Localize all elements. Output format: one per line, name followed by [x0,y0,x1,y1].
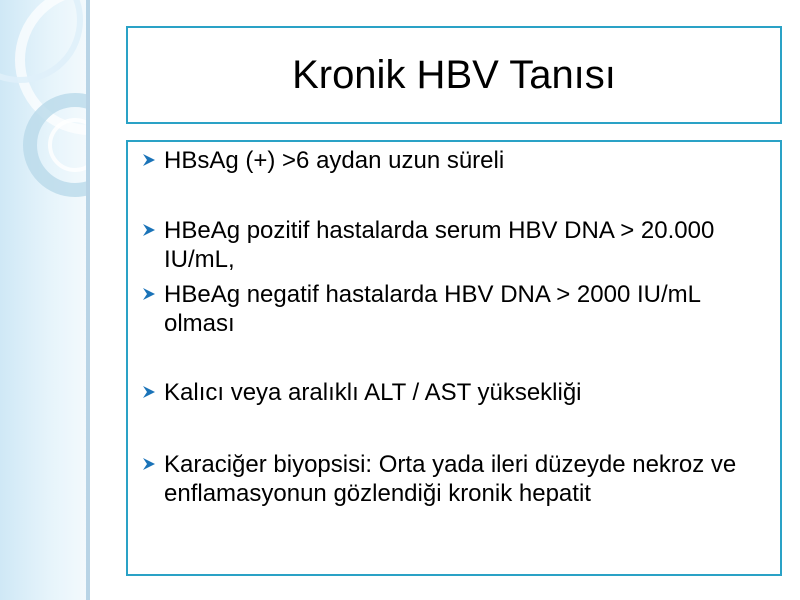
bullet-item [142,450,762,508]
bullet-item [142,216,762,274]
bullet-item [142,280,762,338]
page-title: Kronik HBV Tanısı [292,52,616,97]
arrow-bullet-icon [142,378,164,404]
side-decoration-band [0,0,90,600]
arrow-bullet-icon [142,216,164,242]
bullet-item [142,378,762,407]
bullet-text: Kalıcı veya aralıklı ALT / AST yüksekliği [164,379,582,406]
concentric-circles-decoration [0,0,90,600]
arrow-bullet-icon [142,280,164,306]
bullet-text: HBeAg negatif hastalarda HBV DNA > 2000 IU/mL olması [164,281,701,337]
bullet-text: Karaciğer biyopsisi: Orta yada ileri düzeyde nekroz ve enflamasyonun gözlendiği kronik hepatit [164,451,737,507]
bullet-text: HBeAg pozitif hastalarda serum HBV DNA > 20.000 IU/mL, [164,217,715,273]
content-box [126,140,782,576]
bullet-text: HBsAg (+) >6 aydan uzun süreli [164,147,505,174]
title-box [126,26,782,124]
bullet-item [142,146,762,175]
arrow-bullet-icon [142,450,164,476]
arrow-bullet-icon [142,146,164,172]
